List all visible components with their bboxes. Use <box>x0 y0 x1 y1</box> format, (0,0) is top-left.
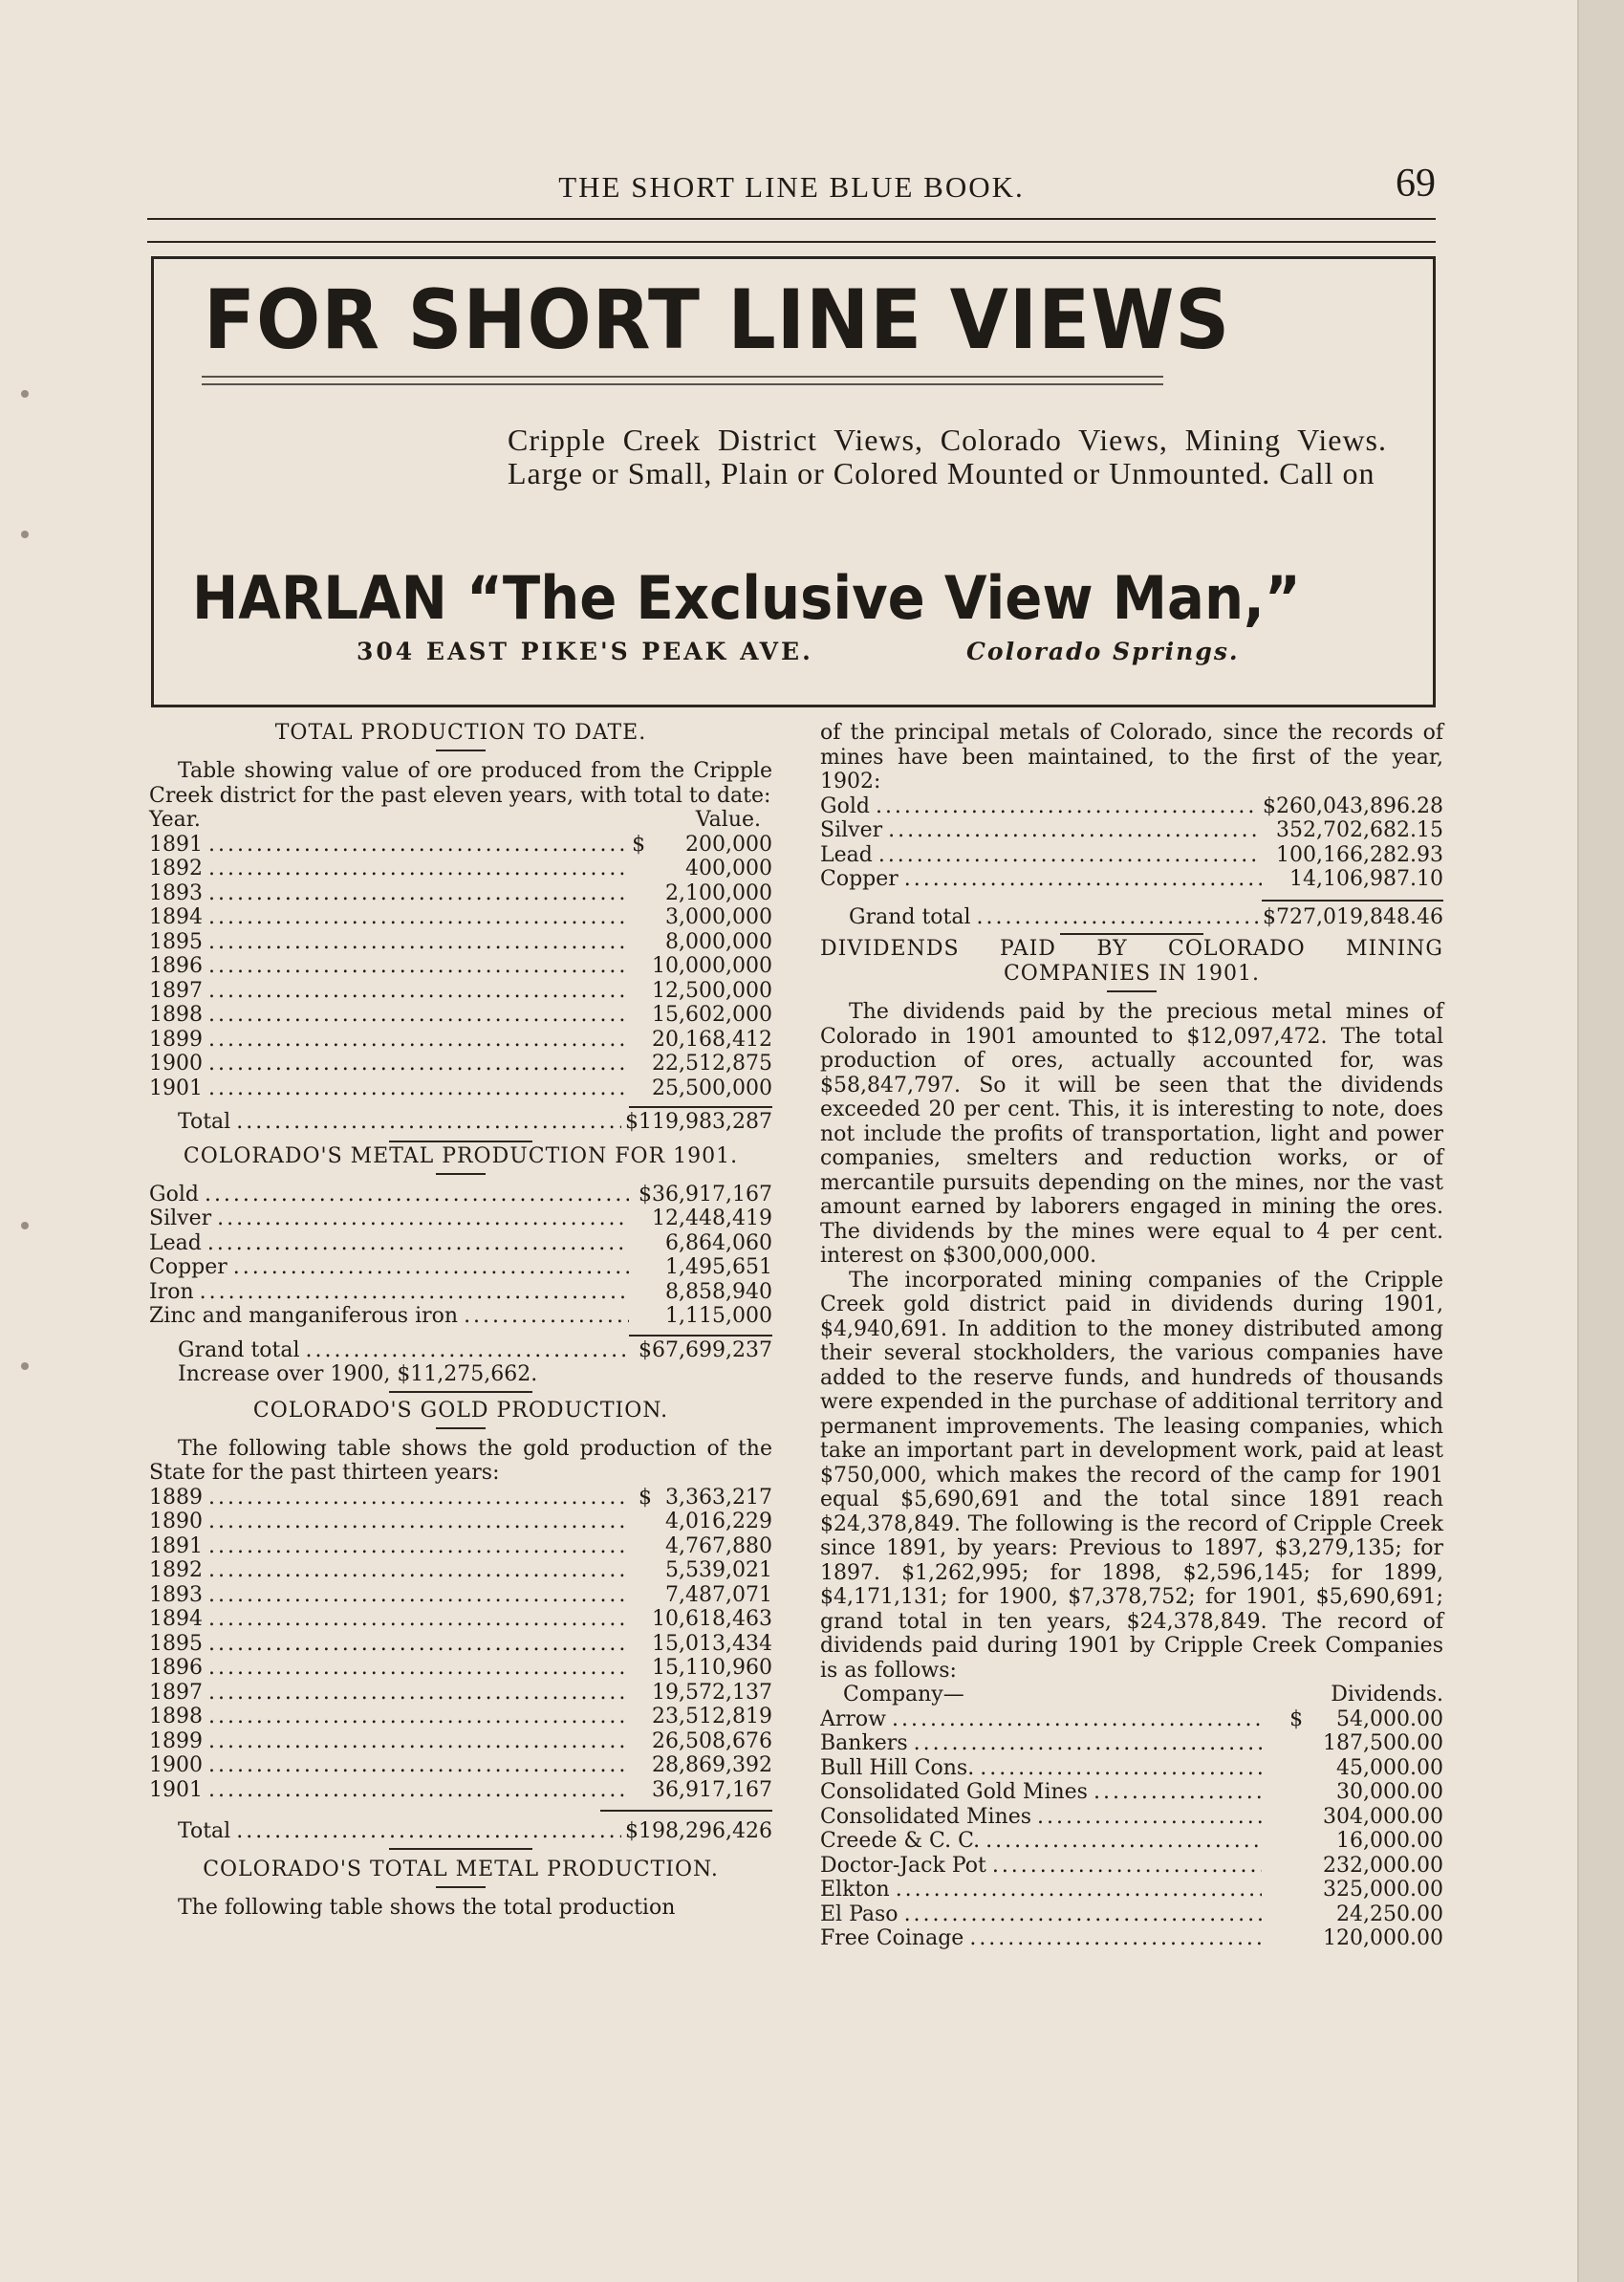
sum-rule <box>629 1335 772 1337</box>
gold-production-total-row <box>149 1819 772 1844</box>
production-row <box>149 1076 772 1101</box>
dividend-cell: 45,000.00 <box>1336 1755 1443 1780</box>
metal-cell: Copper <box>820 867 899 891</box>
value-cell: $36,917,167 <box>639 1182 772 1206</box>
ad-address: 304 EAST PIKE'S PEAK AVE. <box>357 638 813 665</box>
leader-dots <box>878 843 1262 868</box>
leader-dots <box>208 1510 629 1534</box>
company-cell: Elkton <box>820 1878 890 1902</box>
dividend-row <box>820 1756 1443 1781</box>
total-production-total-row <box>149 1110 772 1135</box>
ad-rule <box>202 383 1163 385</box>
company-cell: Doctor-Jack Pot <box>820 1853 986 1878</box>
company-cell: Arrow <box>820 1706 886 1731</box>
leader-dots <box>208 1681 629 1706</box>
dividend-row <box>820 1805 1443 1830</box>
dividend-cell: 24,250.00 <box>1336 1902 1443 1926</box>
section-title-gold-production: COLORADO'S GOLD PRODUCTION. <box>252 1398 669 1423</box>
metal-row <box>820 843 1443 868</box>
leader-dots <box>208 979 629 1004</box>
year-cell: 1893 <box>149 880 203 905</box>
total-metal-intro-continued: of the principal metals of Colorado, since the records of mines have been maintained, to the first of the year, 1902: <box>820 721 1443 793</box>
leader-dots <box>464 1304 629 1329</box>
value-cell: 8,858,940 <box>665 1279 772 1304</box>
leader-dots <box>208 1632 629 1657</box>
section-rule <box>389 1391 532 1393</box>
running-header <box>147 162 1436 216</box>
year-cell: 1897 <box>149 1680 203 1705</box>
year-cell: 1896 <box>149 954 203 978</box>
leader-dots <box>904 867 1262 892</box>
gold-row <box>149 1778 772 1803</box>
total-production-table <box>149 833 772 1101</box>
gold-row <box>149 1486 772 1510</box>
value-cell: $ 3,363,217 <box>639 1485 772 1510</box>
dividend-row <box>820 1829 1443 1854</box>
leader-dots <box>876 794 1259 819</box>
column-header-company: Company— <box>843 1683 964 1706</box>
ad-advertiser-name: HARLAN “The Exclusive View Man,” <box>192 563 1301 633</box>
leader-dots <box>205 1183 629 1207</box>
production-row <box>149 1052 772 1076</box>
value-cell: 2,100,000 <box>665 880 772 905</box>
metal-cell: Zinc and manganiferous iron <box>149 1304 459 1328</box>
leader-dots <box>208 1486 629 1510</box>
header-rule <box>147 241 1436 243</box>
dividend-row <box>820 1780 1443 1805</box>
leader-dots <box>208 1076 629 1101</box>
company-cell: Consolidated Gold Mines <box>820 1780 1088 1804</box>
value-cell: 4,767,880 <box>665 1533 772 1558</box>
total-label: Total <box>178 1110 231 1134</box>
leader-dots <box>207 1231 629 1256</box>
metal-cell: Iron <box>149 1279 194 1304</box>
metal-row <box>149 1231 772 1256</box>
gold-row <box>149 1656 772 1681</box>
year-cell: 1901 <box>149 1076 203 1100</box>
gold-row <box>149 1705 772 1729</box>
section-rule <box>389 1848 532 1850</box>
ad-rule <box>202 376 1163 378</box>
value-cell: 26,508,676 <box>652 1728 772 1753</box>
production-row <box>149 954 772 979</box>
sum-rule <box>600 1810 772 1812</box>
total-value: $119,983,287 <box>625 1110 772 1134</box>
dividend-cell: $ 54,000.00 <box>1289 1706 1443 1731</box>
year-cell: 1899 <box>149 1728 203 1753</box>
page-number: 69 <box>1396 162 1436 206</box>
metal-row <box>149 1255 772 1280</box>
leader-dots <box>200 1280 629 1305</box>
section-title-metal-1901: COLORADO'S METAL PRODUCTION FOR 1901. <box>183 1143 739 1168</box>
gold-row <box>149 1558 772 1583</box>
grand-total-label: Grand total <box>178 1337 300 1362</box>
year-cell: 1892 <box>149 1558 203 1582</box>
title-dash <box>436 1886 486 1888</box>
metal-row <box>820 794 1443 819</box>
value-cell: 400,000 <box>685 857 772 880</box>
value-cell: 352,702,682.15 <box>1276 818 1443 842</box>
production-row <box>149 979 772 1004</box>
total-value: $198,296,426 <box>625 1819 772 1843</box>
value-cell: 7,487,071 <box>665 1582 772 1607</box>
dividend-row <box>820 1878 1443 1902</box>
leader-dots <box>208 1052 629 1076</box>
metal-cell: Lead <box>149 1230 202 1255</box>
running-title: THE SHORT LINE BLUE BOOK. <box>558 170 1025 204</box>
total-metal-intro-start: The following table shows the total production <box>178 1895 676 1920</box>
dividend-cell: 120,000.00 <box>1323 1926 1443 1950</box>
year-cell: 1893 <box>149 1582 203 1607</box>
value-cell: 8,000,000 <box>665 929 772 954</box>
metal-row <box>149 1206 772 1231</box>
section-rule <box>1060 933 1203 935</box>
company-cell: Bankers <box>820 1731 908 1755</box>
increase-note: Increase over 1900, $11,275,662. <box>178 1362 538 1386</box>
production-row <box>149 833 772 858</box>
value-cell: 10,618,463 <box>652 1607 772 1631</box>
sum-rule <box>629 1106 772 1108</box>
dividends-paragraph-1: The dividends paid by the precious metal mines of Colorado in 1901 amounted to $12,097,472. The total production of ores, actually accounted for, was $58,847,797. So it will be seen that the dividends exceeded 20 per cent. This, it is interesting to note, does not include the profits of transportation, light and power companies, smelters and reduction works, or of mercantile pursuits depending on the mines, nor the vast amount earned by laborers engaged in mining the ores. The dividends by the mines were equal to 4 per cent. interest on $300,000,000. <box>820 1000 1443 1268</box>
advertisement-box <box>151 256 1436 707</box>
year-cell: 1895 <box>149 1631 203 1656</box>
value-cell: 12,448,419 <box>652 1206 772 1230</box>
company-cell: Bull Hill Cons. <box>820 1755 975 1780</box>
column-header-value: Value. <box>695 808 761 832</box>
leader-dots <box>208 1656 629 1681</box>
year-cell: 1889 <box>149 1485 203 1510</box>
dividend-cell: 187,500.00 <box>1323 1731 1443 1755</box>
left-column <box>149 721 772 1920</box>
title-dash <box>436 750 486 751</box>
dividend-cell: 325,000.00 <box>1323 1878 1443 1902</box>
ad-body: Cripple Creek District Views, Colorado Views, Mining Views. Large or Small, Plain or Colored Mounted or Unmounted. Call on <box>508 423 1387 490</box>
total-label: Total <box>178 1819 231 1843</box>
year-cell: 1899 <box>149 1027 203 1052</box>
gold-row <box>149 1681 772 1706</box>
grand-total-value: $727,019,848.46 <box>1263 904 1443 929</box>
metal-cell: Gold <box>820 793 870 818</box>
value-cell: 20,168,412 <box>652 1027 772 1052</box>
company-cell: El Paso <box>820 1902 899 1926</box>
dividend-cell: 232,000.00 <box>1323 1853 1443 1878</box>
total-metal-grand-total-row <box>820 905 1443 930</box>
metal-1901-table <box>149 1183 772 1329</box>
metal-row <box>820 818 1443 843</box>
leader-dots <box>233 1255 629 1280</box>
total-metal-table <box>820 794 1443 892</box>
leader-dots <box>208 1753 629 1778</box>
year-cell: 1895 <box>149 929 203 954</box>
dividend-row <box>820 1854 1443 1879</box>
dividend-row <box>820 1926 1443 1951</box>
leader-dots <box>208 1028 629 1053</box>
metal-cell: Silver <box>149 1206 212 1230</box>
dividend-cell: 30,000.00 <box>1336 1780 1443 1804</box>
leader-dots <box>208 1729 629 1754</box>
leader-dots <box>985 1829 1262 1854</box>
year-cell: 1900 <box>149 1753 203 1777</box>
year-cell: 1891 <box>149 1533 203 1558</box>
production-row <box>149 930 772 955</box>
leader-dots <box>888 818 1262 843</box>
column-header-year: Year. <box>149 808 201 832</box>
year-cell: 1894 <box>149 905 203 929</box>
year-cell: 1890 <box>149 1510 203 1533</box>
metal-cell: Lead <box>820 842 873 867</box>
total-production-intro: Table showing value of ore produced from the Cripple Creek district for the past eleven years, with total to date: <box>149 759 772 808</box>
value-cell: 12,500,000 <box>652 978 772 1003</box>
value-cell: $ 200,000 <box>632 832 772 857</box>
section-title-total-production: TOTAL PRODUCTION TO DATE. <box>274 721 647 745</box>
value-cell: 5,539,021 <box>665 1558 772 1582</box>
dividends-paragraph-2: The incorporated mining companies of the Cripple Creek gold district paid in dividends during 1901, $4,940,691. In addition to the money distributed among their several stockholders, the various companies have added to the reserve funds, and hundreds of thousands were expended in the purchase of additional territory and permanent improvements. The leasing companies, which take an important part in development work, paid at least $750,000, which makes the record of the camp for 1901 equal $5,690,691 and the total since 1891 reach $24,378,849. The following is the record of Cripple Creek since 1891, by years: Previous to 1897, $3,279,135; for 1897. $1,262,995; for 1898, $2,596,145; for 1899, $4,171,131; for 1900, $7,378,752; for 1901, $5,690,691; grand total in ten years, $24,378,849. The record of dividends paid during 1901 by Cripple Creek Companies is as follows: <box>820 1268 1443 1683</box>
leader-dots <box>208 1003 629 1028</box>
gold-row <box>149 1534 772 1559</box>
value-cell: 100,166,282.93 <box>1276 842 1443 867</box>
metal-cell: Copper <box>149 1255 227 1279</box>
value-cell: 4,016,229 <box>665 1510 772 1533</box>
gold-row <box>149 1632 772 1657</box>
right-column <box>820 721 1443 1951</box>
leader-dots <box>208 905 629 930</box>
value-cell: 15,602,000 <box>652 1003 772 1027</box>
binding-mark <box>21 531 29 538</box>
leader-dots <box>208 1534 629 1559</box>
gold-row <box>149 1753 772 1778</box>
ad-city: Colorado Springs. <box>966 638 1240 665</box>
dividend-cell: 304,000.00 <box>1323 1804 1443 1829</box>
leader-dots <box>1037 1805 1262 1830</box>
metal-cell: Silver <box>820 818 883 842</box>
leader-dots <box>969 1926 1262 1951</box>
gold-row <box>149 1607 772 1632</box>
year-cell: 1894 <box>149 1607 203 1631</box>
dividend-cell: 16,000.00 <box>1336 1829 1443 1853</box>
header-rule <box>147 218 1436 220</box>
value-cell: 19,572,137 <box>652 1680 772 1705</box>
leader-dots <box>208 1583 629 1608</box>
leader-dots <box>208 954 629 979</box>
leader-dots <box>896 1878 1262 1902</box>
gold-row <box>149 1729 772 1754</box>
table-header <box>820 1683 1443 1707</box>
leader-dots <box>992 1854 1262 1879</box>
value-cell: 3,000,000 <box>665 905 772 929</box>
leader-dots <box>208 857 629 881</box>
ad-headline: FOR SHORT LINE VIEWS <box>204 272 1231 368</box>
value-cell: 15,013,434 <box>652 1631 772 1656</box>
production-row <box>149 905 772 930</box>
dividends-table <box>820 1707 1443 1951</box>
value-cell: 28,869,392 <box>652 1753 772 1777</box>
company-cell: Creede & C. C. <box>820 1829 981 1853</box>
value-cell: 15,110,960 <box>652 1656 772 1680</box>
leader-dots <box>980 1756 1262 1781</box>
value-cell: 22,512,875 <box>652 1052 772 1076</box>
year-cell: 1896 <box>149 1656 203 1680</box>
year-cell: 1898 <box>149 1003 203 1027</box>
metal-1901-grand-total-row <box>149 1338 772 1363</box>
value-cell: 23,512,819 <box>652 1705 772 1728</box>
value-cell: 36,917,167 <box>652 1777 772 1802</box>
leader-dots <box>208 1705 629 1729</box>
section-title-total-metal: COLORADO'S TOTAL METAL PRODUCTION. <box>203 1857 719 1881</box>
value-cell: $260,043,896.28 <box>1263 793 1443 818</box>
leader-dots <box>208 833 628 858</box>
value-cell: 25,500,000 <box>652 1076 772 1100</box>
gold-production-table <box>149 1486 772 1803</box>
leader-dots <box>904 1902 1262 1927</box>
year-cell: 1892 <box>149 857 203 880</box>
title-dash <box>436 1427 486 1429</box>
binding-mark <box>21 1362 29 1370</box>
leader-dots <box>208 1558 629 1583</box>
metal-row <box>149 1183 772 1207</box>
section-title-dividends: DIVIDENDS PAID BY COLORADO MINING COMPANIES IN 1901. <box>820 937 1443 986</box>
leader-dots <box>1093 1780 1262 1805</box>
leader-dots <box>208 881 629 906</box>
gold-row <box>149 1510 772 1534</box>
title-dash <box>436 1173 486 1175</box>
metal-row <box>820 867 1443 892</box>
year-cell: 1891 <box>149 832 203 857</box>
production-row <box>149 857 772 881</box>
section-rule <box>389 1141 532 1142</box>
value-cell: 10,000,000 <box>652 954 772 978</box>
table-header <box>149 808 772 833</box>
company-cell: Free Coinage <box>820 1926 964 1950</box>
production-row <box>149 1028 772 1053</box>
year-cell: 1897 <box>149 978 203 1003</box>
production-row <box>149 881 772 906</box>
metal-cell: Gold <box>149 1182 199 1206</box>
company-cell: Consolidated Mines <box>820 1804 1032 1829</box>
year-cell: 1900 <box>149 1052 203 1076</box>
grand-total-label: Grand total <box>849 904 971 929</box>
binding-mark <box>21 1222 29 1229</box>
dividend-row <box>820 1731 1443 1756</box>
gold-row <box>149 1583 772 1608</box>
binding-mark <box>21 390 29 398</box>
column-header-dividends: Dividends. <box>1331 1683 1443 1706</box>
value-cell: 6,864,060 <box>665 1230 772 1255</box>
year-cell: 1901 <box>149 1777 203 1802</box>
gold-production-intro: The following table shows the gold production of the State for the past thirteen years: <box>149 1436 772 1485</box>
leader-dots <box>208 1607 629 1632</box>
dividend-row <box>820 1707 1443 1732</box>
metal-row <box>149 1304 772 1329</box>
production-row <box>149 1003 772 1028</box>
value-cell: 1,115,000 <box>665 1304 772 1328</box>
leader-dots <box>208 930 629 955</box>
title-dash <box>1107 990 1157 992</box>
metal-row <box>149 1280 772 1305</box>
dividend-row <box>820 1902 1443 1927</box>
grand-total-value: $67,699,237 <box>639 1337 772 1362</box>
value-cell: 14,106,987.10 <box>1289 867 1443 891</box>
leader-dots <box>208 1778 629 1803</box>
year-cell: 1898 <box>149 1705 203 1728</box>
sum-rule <box>1262 900 1443 902</box>
value-cell: 1,495,651 <box>665 1255 772 1279</box>
leader-dots <box>217 1206 629 1231</box>
leader-dots <box>914 1731 1262 1756</box>
leader-dots <box>892 1707 1262 1732</box>
